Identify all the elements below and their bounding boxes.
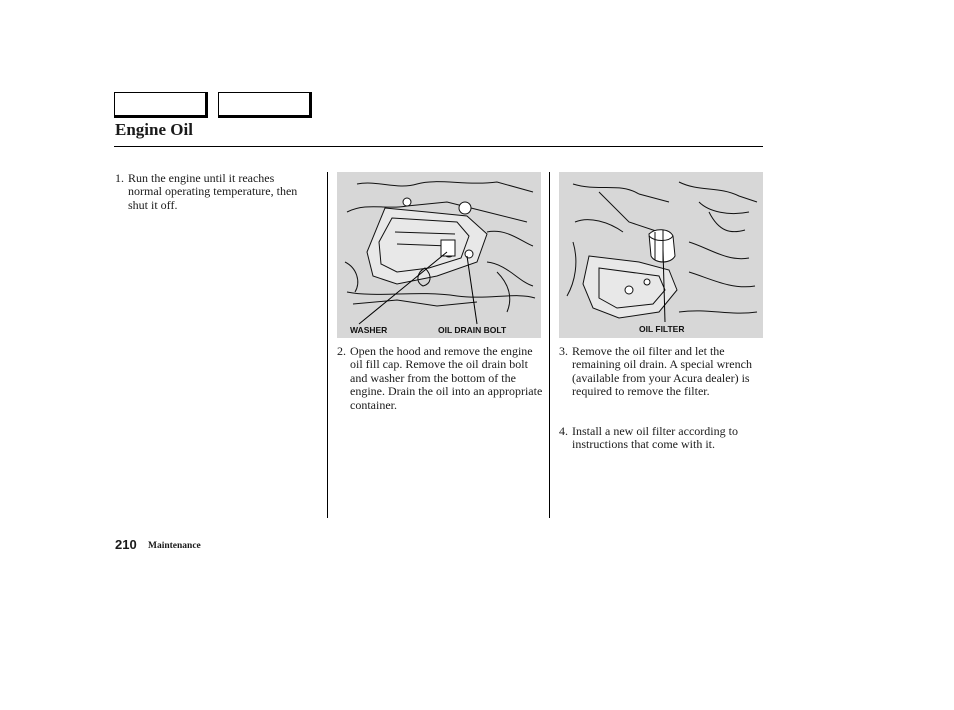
washer-label: WASHER bbox=[350, 325, 388, 335]
header-tab-box-1 bbox=[114, 92, 208, 118]
step-2-text: Open the hood and remove the engine oil fill cap. Remove the oil drain bolt and washer from the bottom of the engine. Drain the oil into an appropriate container. bbox=[350, 344, 543, 412]
step-1-text: Run the engine until it reaches normal operating temperature, then shut it off. bbox=[128, 171, 298, 212]
step-2 bbox=[337, 345, 543, 412]
step-3-number: 3. bbox=[559, 344, 568, 358]
step-4-text: Install a new oil filter according to instructions that come with it. bbox=[572, 424, 738, 452]
step-4-number: 4. bbox=[559, 424, 568, 438]
header-tab-box-2 bbox=[218, 92, 312, 118]
oil-filter-label: OIL FILTER bbox=[639, 324, 685, 334]
oil-filter-drawing bbox=[559, 172, 763, 338]
oil-drain-bolt-label: OIL DRAIN BOLT bbox=[438, 325, 507, 335]
engine-underside-drawing bbox=[337, 172, 541, 338]
page-title: Engine Oil bbox=[115, 120, 193, 139]
oil-drain-illustration bbox=[337, 172, 541, 338]
column-divider-2 bbox=[549, 172, 550, 518]
step-3 bbox=[559, 345, 765, 399]
step-2-number: 2. bbox=[337, 344, 346, 358]
title-rule bbox=[114, 146, 763, 147]
step-1-number: 1. bbox=[115, 171, 124, 185]
column-divider-1 bbox=[327, 172, 328, 518]
section-name: Maintenance bbox=[148, 541, 201, 551]
page-number: 210 bbox=[115, 537, 137, 552]
drain-bolt-leader-line bbox=[467, 256, 477, 324]
step-3-text: Remove the oil filter and let the remaining oil drain. A special wrench (available from your Acura dealer) is required to remove the filter. bbox=[572, 344, 752, 399]
step-1 bbox=[115, 172, 305, 212]
oil-filter-illustration bbox=[559, 172, 763, 338]
step-4 bbox=[559, 425, 765, 452]
